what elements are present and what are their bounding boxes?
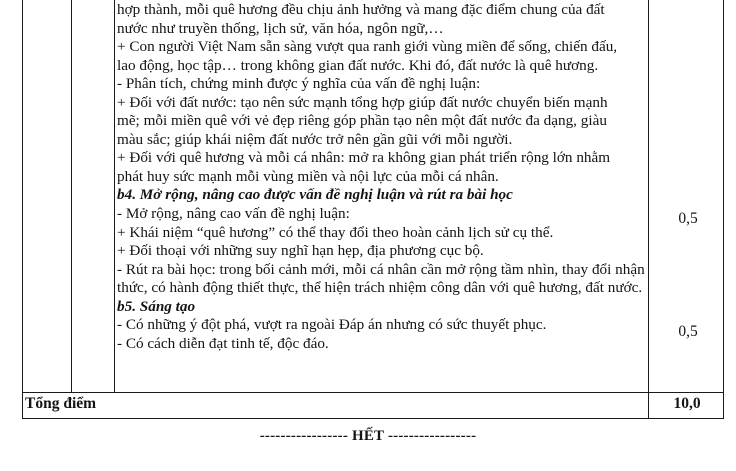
section-heading: b5. Sáng tạo (117, 297, 196, 315)
score-b5: 0,5 (678, 323, 698, 340)
row-divider-total (22, 392, 724, 393)
table-border-left (22, 0, 23, 419)
content-line: + Khái niệm “quê hương” có thể thay đổi theo hoàn cảnh lịch sử cụ thể. (117, 223, 554, 241)
content-line: - Phân tích, chứng minh được ý nghĩa của vấn đề nghị luận: (117, 75, 481, 93)
content-line: - Rút ra bài học: trong bối cảnh mới, mỗi cá nhân cần mở rộng tầm nhìn, thay đổi nhận (117, 260, 645, 278)
content-line: hợp thành, mỗi quê hương đều chịu ảnh hưởng và mang đặc điểm chung của đất (117, 1, 605, 18)
content-line: - Có cách diễn đạt tinh tế, độc đáo. (117, 334, 329, 352)
answer-content (117, 1, 647, 353)
total-score: 10,0 (673, 395, 701, 412)
content-line: + Đối thoại với những suy nghĩ hạn hẹp, địa phương cục bộ. (117, 242, 484, 260)
column-divider-3 (648, 0, 649, 419)
content-line: lao động, học tập… trong không gian đất nước. Khi đó, đất nước là quê hương. (117, 56, 599, 74)
content-line: màu sắc; giúp khái niệm đất nước trở nên gần gũi với mỗi người. (117, 130, 513, 148)
section-heading: b4. Mở rộng, nâng cao được vấn đề nghị luận và rút ra bài học (117, 186, 513, 204)
content-line: - Có những ý đột phá, vượt ra ngoài Đáp án nhưng có sức thuyết phục. (117, 316, 547, 334)
column-divider-2 (114, 0, 115, 392)
content-line: + Con người Việt Nam sẵn sàng vượt qua ranh giới vùng miền để sống, chiến đấu, (117, 38, 618, 56)
content-line: + Đối với đất nước: tạo nên sức mạnh tổng hợp giúp đất nước chuyển biến mạnh (117, 93, 608, 111)
table-border-bottom (22, 418, 724, 419)
content-line: mẽ; mỗi miền quê với vẻ đẹp riêng góp phần tạo nên một đất nước đa dạng, giàu (117, 112, 607, 130)
end-mark: ----------------- HẾT ----------------- (259, 428, 477, 444)
content-line: thức, có hành động thiết thực, thể hiện trách nhiệm công dân với quê hương, đất nước. (117, 279, 643, 297)
column-divider-1 (71, 0, 72, 392)
total-label: Tổng điểm (25, 395, 97, 412)
table-border-right (723, 0, 724, 419)
content-line: phát huy sức mạnh mỗi vùng miền và nội lực của mỗi cá nhân. (117, 167, 499, 185)
score-b4: 0,5 (678, 210, 698, 227)
content-line: + Đối với quê hương và mỗi cá nhân: mở ra không gian phát triển rộng lớn nhằm (117, 149, 611, 167)
content-line: nước như truyền thống, lịch sử, văn hóa, ngôn ngữ,… (117, 19, 444, 37)
content-line: - Mở rộng, nâng cao vấn đề nghị luận: (117, 205, 350, 223)
